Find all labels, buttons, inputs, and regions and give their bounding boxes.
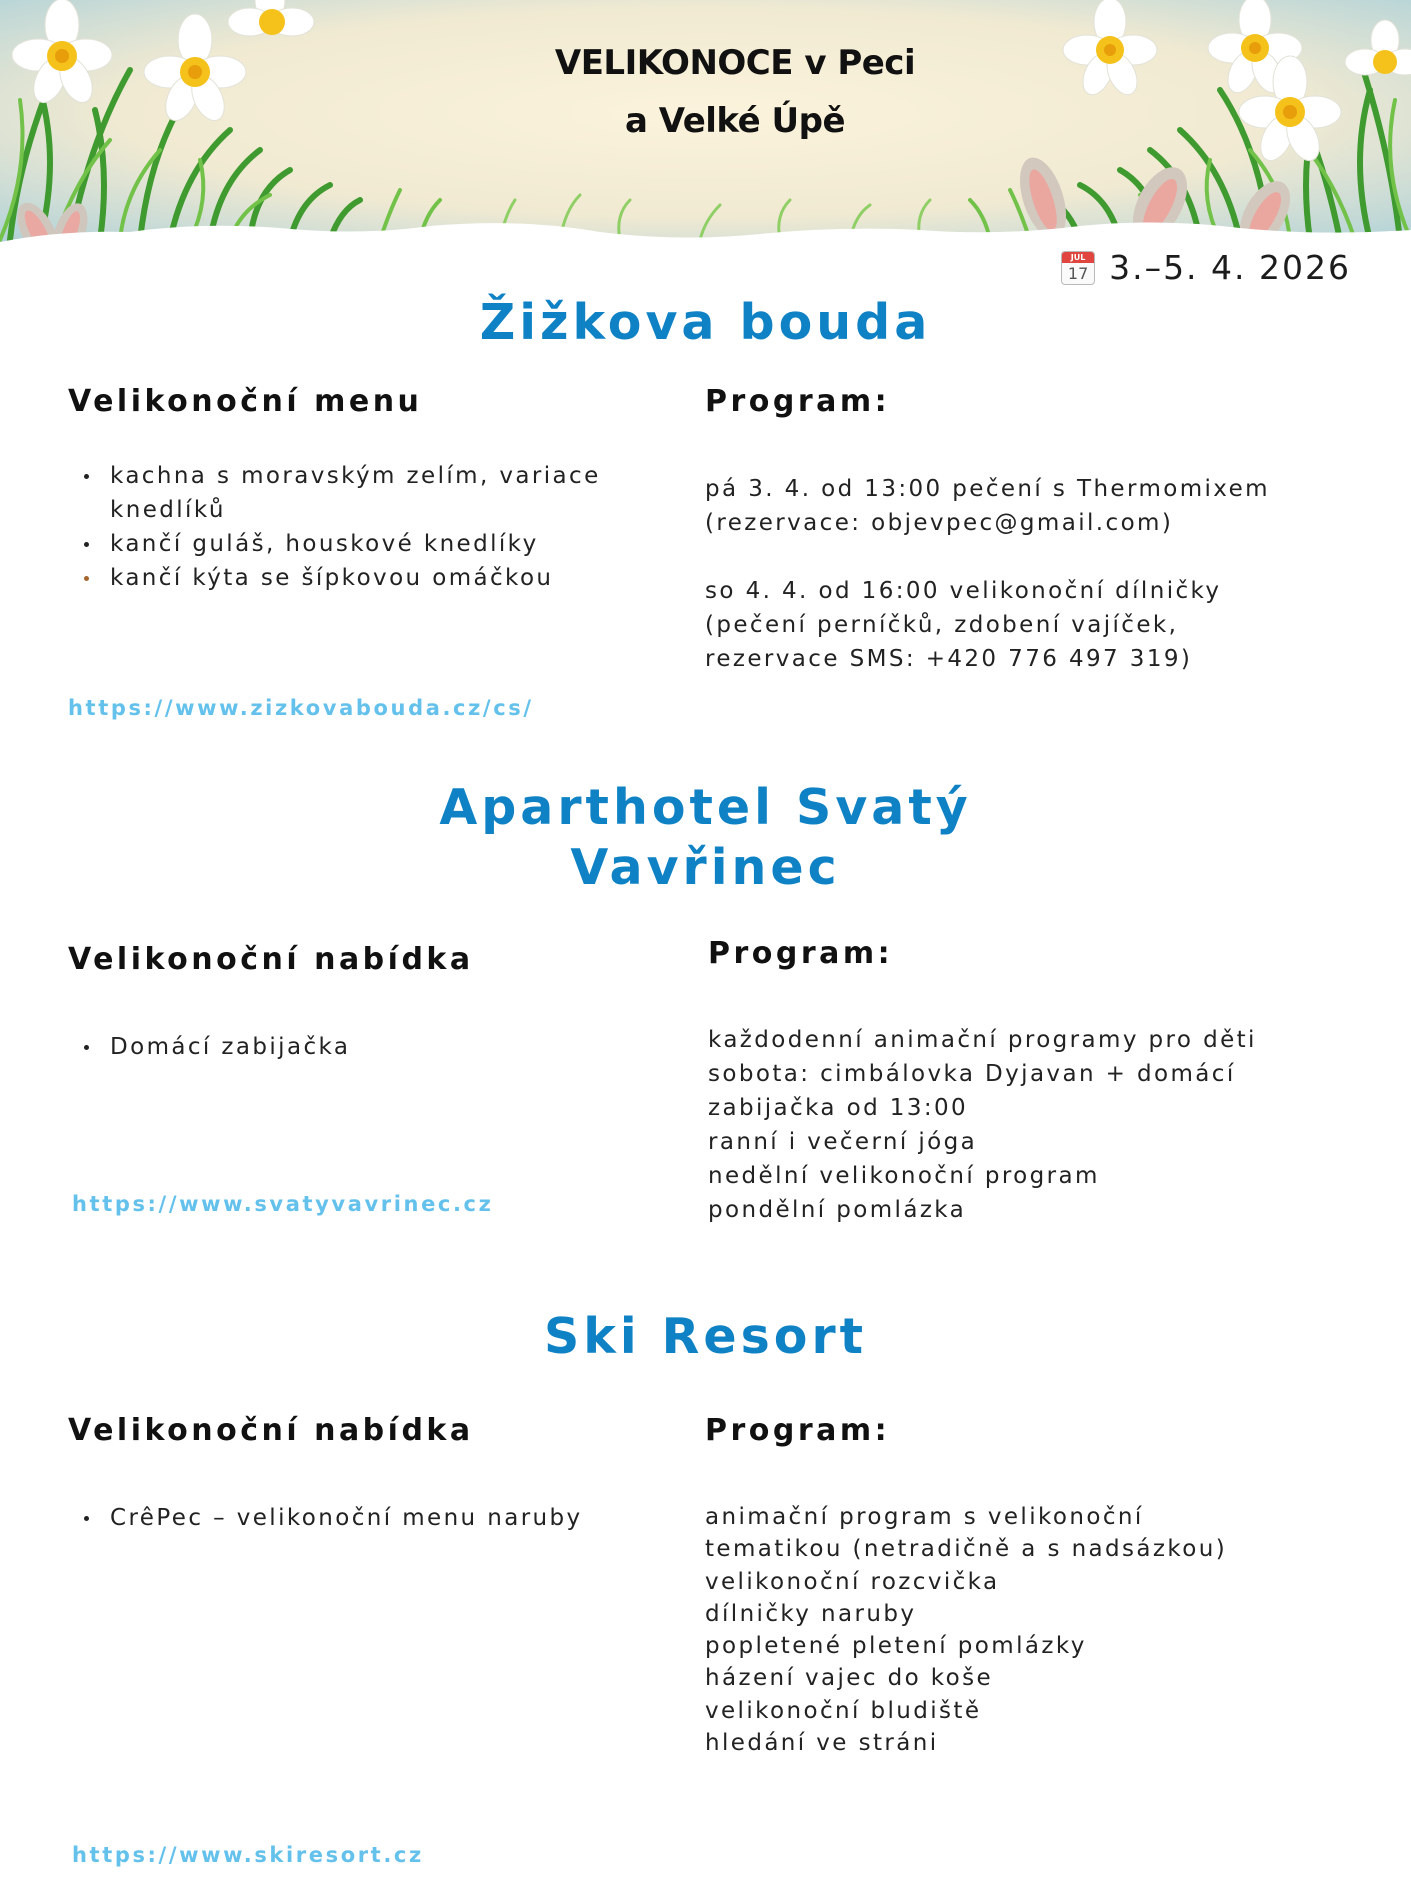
header-banner bbox=[0, 0, 1411, 250]
page-title-line1: VELIKONOCE v Peci bbox=[554, 43, 916, 83]
calendar-icon-day: 17 bbox=[1067, 263, 1089, 283]
program-line: pá 3. 4. od 13:00 pečení s Thermomixem bbox=[705, 476, 1270, 502]
page-title bbox=[0, 34, 1411, 150]
program-heading: Program: bbox=[705, 1413, 891, 1448]
venue-title-zizkova-bouda: Žižkova bouda bbox=[479, 294, 932, 351]
program-line: animační program s velikonoční bbox=[705, 1504, 1144, 1530]
program-line: zabijačka od 13:00 bbox=[708, 1095, 969, 1121]
program-text bbox=[705, 1501, 1227, 1759]
menu-heading: Velikonoční menu bbox=[68, 384, 423, 419]
venue-title-ski-resort: Ski Resort bbox=[543, 1308, 868, 1365]
program-line: ranní i večerní jóga bbox=[708, 1129, 978, 1155]
offer-heading: Velikonoční nabídka bbox=[68, 942, 474, 977]
offer-heading: Velikonoční nabídka bbox=[68, 1413, 474, 1448]
program-line: tematikou (netradičně a s nadsázkou) bbox=[705, 1536, 1228, 1563]
venue-title-line1: Aparthotel Svatý bbox=[439, 779, 972, 836]
venue-title-line2: Vavřinec bbox=[570, 839, 841, 896]
date-text: 3.–5. 4. 2026 bbox=[1109, 248, 1351, 287]
list-item: kančí kýta se šípkovou omáčkou bbox=[70, 561, 670, 595]
program-line: (pečení perníčků, zdobení vajíček, bbox=[705, 612, 1179, 638]
list-item: kachna s moravským zelím, variace bbox=[70, 459, 670, 493]
program-line: nedělní velikonoční program bbox=[708, 1163, 1100, 1189]
program-line: hledání ve stráni bbox=[705, 1730, 939, 1757]
program-line: popletené pletení pomlázky bbox=[705, 1633, 1087, 1660]
list-item: Domácí zabijačka bbox=[70, 1030, 670, 1064]
calendar-icon bbox=[1061, 251, 1095, 285]
website-link[interactable]: https://www.skiresort.cz bbox=[72, 1843, 424, 1867]
program-line: rezervace SMS: +420 776 497 319) bbox=[705, 646, 1193, 672]
program-text bbox=[705, 472, 1270, 676]
program-line: každodenní animační programy pro děti bbox=[708, 1027, 1257, 1053]
program-line: sobota: cimbálovka Dyjavan + domácí bbox=[708, 1061, 1236, 1087]
program-text bbox=[708, 1023, 1257, 1227]
list-item-continuation-text: knedlíků bbox=[110, 497, 226, 523]
program-line: házení vajec do koše bbox=[705, 1665, 994, 1692]
website-link[interactable]: https://www.svatyvavrinec.cz bbox=[72, 1192, 494, 1216]
event-date bbox=[1061, 248, 1351, 287]
program-heading: Program: bbox=[705, 384, 891, 419]
menu-list bbox=[70, 459, 670, 595]
program-heading: Program: bbox=[708, 936, 894, 971]
venue-title-aparthotel bbox=[0, 778, 1411, 898]
program-line: dílničky naruby bbox=[705, 1600, 917, 1627]
program-line: so 4. 4. od 16:00 velikonoční dílničky bbox=[705, 578, 1222, 604]
page-title-line2: a Velké Úpě bbox=[624, 101, 846, 141]
program-line: (rezervace: objevpec@gmail.com) bbox=[705, 510, 1174, 536]
program-line: pondělní pomlázka bbox=[708, 1197, 967, 1223]
offer-list bbox=[70, 1030, 670, 1064]
website-link[interactable]: https://www.zizkovabouda.cz/cs/ bbox=[68, 696, 534, 720]
program-line: velikonoční bludiště bbox=[705, 1697, 982, 1724]
list-item-continuation bbox=[70, 493, 670, 527]
offer-list bbox=[70, 1501, 690, 1535]
list-item: CrêPec – velikonoční menu naruby bbox=[70, 1501, 690, 1535]
calendar-icon-month: JUL bbox=[1062, 252, 1094, 263]
list-item: kančí guláš, houskové knedlíky bbox=[70, 527, 670, 561]
program-line: velikonoční rozcvička bbox=[705, 1568, 1000, 1595]
